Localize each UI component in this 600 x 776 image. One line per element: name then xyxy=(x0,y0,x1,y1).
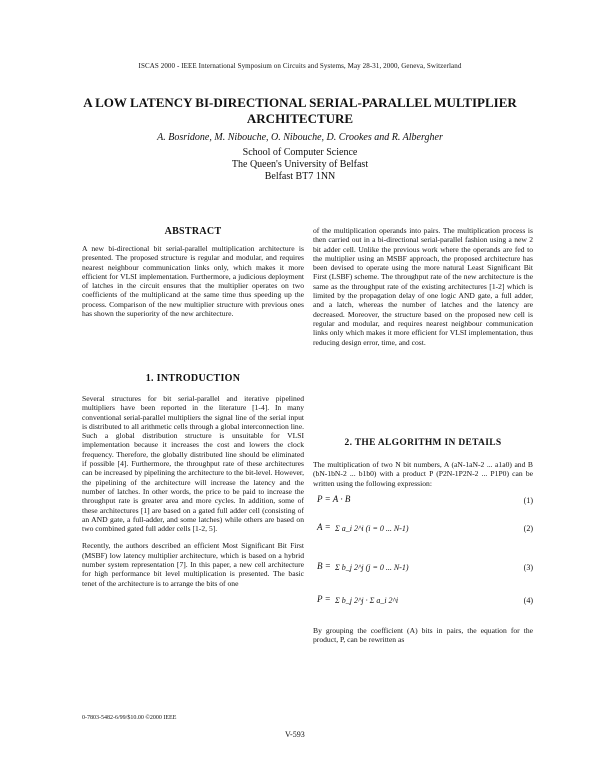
equation-3 xyxy=(313,561,533,579)
paper-title: A LOW LATENCY BI-DIRECTIONAL SERIAL-PARALLEL MULTIPLIER ARCHITECTURE xyxy=(83,95,517,126)
equation-lhs: P = A · B xyxy=(317,494,351,504)
abstract-paragraph: A new bi-directional bit serial-parallel multiplication architecture is presented. The proposed structure is regular and modular, and requires nearest neighbour communication links only, which makes it more efficient for VLSI implementation. Furthermore, a judicious deployment of latches in the circuit ensures that the multiplier operates on two coefficients of the multiplicand at the same time thus speeding up the process. Comparison of the new multiplier structure with previous ones has shown the superiority of the new architecture. xyxy=(82,244,304,319)
equation-number: (4) xyxy=(523,596,533,605)
equation-rhs: Σ b_j 2^j · Σ a_i 2^i xyxy=(335,596,399,605)
intro-continuation: of the multiplication operands into pairs. The multiplication process is then carried out in a bi-directional serial-parallel fashion using a new 2 bit adder cell. Unlike the previous work where the operands are fed to the multiplier using an MSBF approach, the proposed architecture has been devised to operate using the more natural Least Significant Bit First (LSBF) scheme. The throughput rate of the new architecture is the same as the throughput rate of the existing architectures [1-2] which is limited by the propagation delay of one logic AND gate, a full adder, and a latch, whereas the number of latches and the latency are decreased. Moreover, the structure based on the proposed new cell is regular and modular, and requires nearest neighbour communication links only which makes it more efficient for VLSI implementation, thus reducing design error, time, and cost. xyxy=(313,226,533,347)
equation-lhs: B = xyxy=(317,561,331,571)
conference-header: ISCAS 2000 - IEEE International Symposium on Circuits and Systems, May 28-31, 2000, Geneva, Switzerland xyxy=(138,62,462,70)
algorithm-intro xyxy=(313,460,533,488)
abstract-heading: ABSTRACT xyxy=(164,226,222,237)
right-column-text xyxy=(313,226,533,347)
algorithm-paragraph-2: By grouping the coefficient (A) bits in pairs, the equation for the product, P, can be rewritten as xyxy=(313,626,533,645)
equation-lhs: A = xyxy=(317,522,331,532)
copyright-line: 0-7803-5482-6/99/$10.00 ©2000 IEEE xyxy=(82,715,177,721)
equation-number: (2) xyxy=(523,524,533,533)
page-number: V-593 xyxy=(285,730,305,739)
equation-lhs: P = xyxy=(317,594,331,604)
intro-text xyxy=(82,394,304,588)
author-list: A. Bosridone, M. Nibouche, O. Nibouche, D. Crookes and R. Albergher xyxy=(157,132,443,143)
equation-number: (3) xyxy=(523,563,533,572)
intro-paragraph-1: Several structures for bit serial-parallel and iterative pipelined multipliers have been reported in the literature [1-4]. In many conventional serial-parallel multipliers the signal line of the serial input is distributed to all arithmetic cells through a global interconnection line. Such a global distribution structure is unsuitable for VLSI implementation because it increases the cost and lowers the clock frequency. Therefore, the globally distributed line should be eliminated if possible [4]. Furthermore, the throughput rate of these architectures can be increased by pipelining the architecture to the bit-level. However, the pipelining of the architecture will increase the latency and the number of latches. In other words, the price to be paid to increase the throughput rate is greater area and more cycles. In addition, some of these architectures [1] are based on a gated full adder cell (consisting of an AND gate, a full-adder, and some latches) while others are based on two combined gated full adder cells [1-2, 5]. xyxy=(82,394,304,534)
intro-heading: 1. INTRODUCTION xyxy=(145,373,241,384)
affiliation-school: School of Computer Science xyxy=(242,147,358,158)
affiliation-university: The Queen's University of Belfast xyxy=(231,159,369,170)
abstract-text xyxy=(82,244,304,318)
equation-rhs: Σ b_j 2^j (j = 0 ... N-1) xyxy=(335,563,409,572)
equation-rhs: Σ a_i 2^i (i = 0 ... N-1) xyxy=(335,524,409,533)
equation-number: (1) xyxy=(523,496,533,505)
equation-4 xyxy=(313,594,533,612)
algorithm-continuation xyxy=(313,626,533,645)
equation-2 xyxy=(313,522,533,540)
equation-1 xyxy=(313,494,533,512)
affiliation-city: Belfast BT7 1NN xyxy=(264,171,336,182)
intro-paragraph-2: Recently, the authors described an efficient Most Significant Bit First (MSBF) low latency multiplier architecture, which is based on a hybrid number system representation [7]. In this paper, a new cell architecture for high performance bit level multiplication is presented. The basic tenet of the architecture is to arrange the bits of one xyxy=(82,541,304,588)
algorithm-paragraph-1: The multiplication of two N bit numbers, A (aN-1aN-2 ... a1a0) and B (bN-1bN-2 ... b1b0) with a product P (P2N-1P2N-2 ... P1P0) can be written using the following expression: xyxy=(313,460,533,488)
algorithm-heading: 2. THE ALGORITHM IN DETAILS xyxy=(344,438,502,448)
